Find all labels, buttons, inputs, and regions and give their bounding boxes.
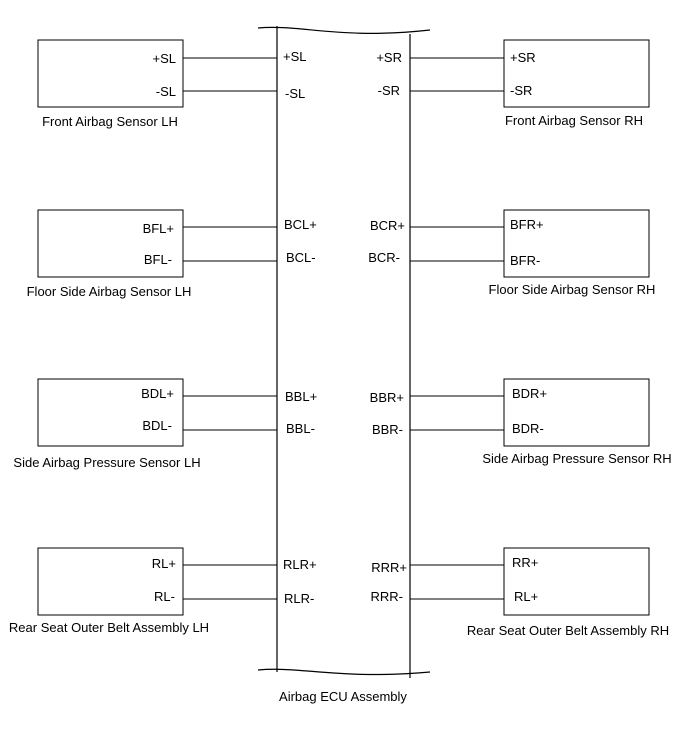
ecu-pin-label: +SL bbox=[283, 49, 307, 64]
pin-label: BFR+ bbox=[510, 217, 544, 232]
ecu-pin-label: BBL- bbox=[286, 421, 315, 436]
ecu-label: Airbag ECU Assembly bbox=[279, 689, 407, 704]
pin-label: BDL+ bbox=[141, 386, 174, 401]
pin-label: +SR bbox=[510, 50, 536, 65]
pin-label: BDL- bbox=[142, 418, 172, 433]
pin-label: RL- bbox=[154, 589, 175, 604]
row-rear-seat-belt bbox=[9, 548, 669, 638]
pin-label: BFL+ bbox=[142, 221, 174, 236]
row-front-airbag bbox=[38, 40, 649, 129]
pin-label: -SL bbox=[155, 84, 176, 99]
ecu-pin-label: RLR- bbox=[284, 591, 315, 606]
ecu-top-break-line bbox=[258, 27, 430, 33]
ecu-pin-label: BBR+ bbox=[369, 390, 404, 405]
component-label-rh: Floor Side Airbag Sensor RH bbox=[488, 282, 656, 297]
pin-label: BFR- bbox=[510, 253, 541, 268]
component-label-rh: Front Airbag Sensor RH bbox=[504, 113, 644, 128]
component-label-lh: Front Airbag Sensor LH bbox=[42, 114, 178, 129]
pin-label: +SL bbox=[152, 51, 176, 66]
ecu-pin-label: BCL+ bbox=[284, 217, 317, 232]
ecu-pin-label: BBL+ bbox=[285, 389, 318, 404]
component-label-rh: Side Airbag Pressure Sensor RH bbox=[482, 451, 672, 466]
ecu-bottom-break-line bbox=[258, 669, 430, 674]
pin-label: RL+ bbox=[514, 589, 539, 604]
row-side-airbag-pressure bbox=[13, 379, 671, 470]
pin-label: BFL- bbox=[143, 252, 172, 267]
ecu-pin-label: RRR+ bbox=[371, 560, 407, 575]
airbag-ecu-assembly bbox=[258, 26, 430, 678]
component-label-lh: Rear Seat Outer Belt Assembly LH bbox=[8, 620, 210, 635]
ecu-pin-label: -SL bbox=[285, 86, 306, 101]
pin-label: -SR bbox=[510, 83, 533, 98]
ecu-pin-label: RRR- bbox=[370, 589, 403, 604]
ecu-pin-label: BCR+ bbox=[369, 218, 405, 233]
component-label-lh: Side Airbag Pressure Sensor LH bbox=[13, 455, 201, 470]
ecu-pin-label: +SR bbox=[376, 50, 402, 65]
component-label-rh: Rear Seat Outer Belt Assembly RH bbox=[466, 623, 670, 638]
pin-label: RR+ bbox=[512, 555, 539, 570]
pin-label: RL+ bbox=[151, 556, 176, 571]
row-floor-side-airbag bbox=[27, 210, 656, 299]
component-label-lh: Floor Side Airbag Sensor LH bbox=[26, 284, 192, 299]
ecu-pin-label: BBR- bbox=[371, 422, 403, 437]
pin-label: BDR+ bbox=[512, 386, 548, 401]
ecu-pin-label: RLR+ bbox=[283, 557, 317, 572]
ecu-pin-label: -SR bbox=[377, 83, 400, 98]
ecu-pin-label: BCL- bbox=[286, 250, 316, 265]
pin-label: BDR- bbox=[512, 421, 544, 436]
ecu-pin-label: BCR- bbox=[368, 250, 400, 265]
